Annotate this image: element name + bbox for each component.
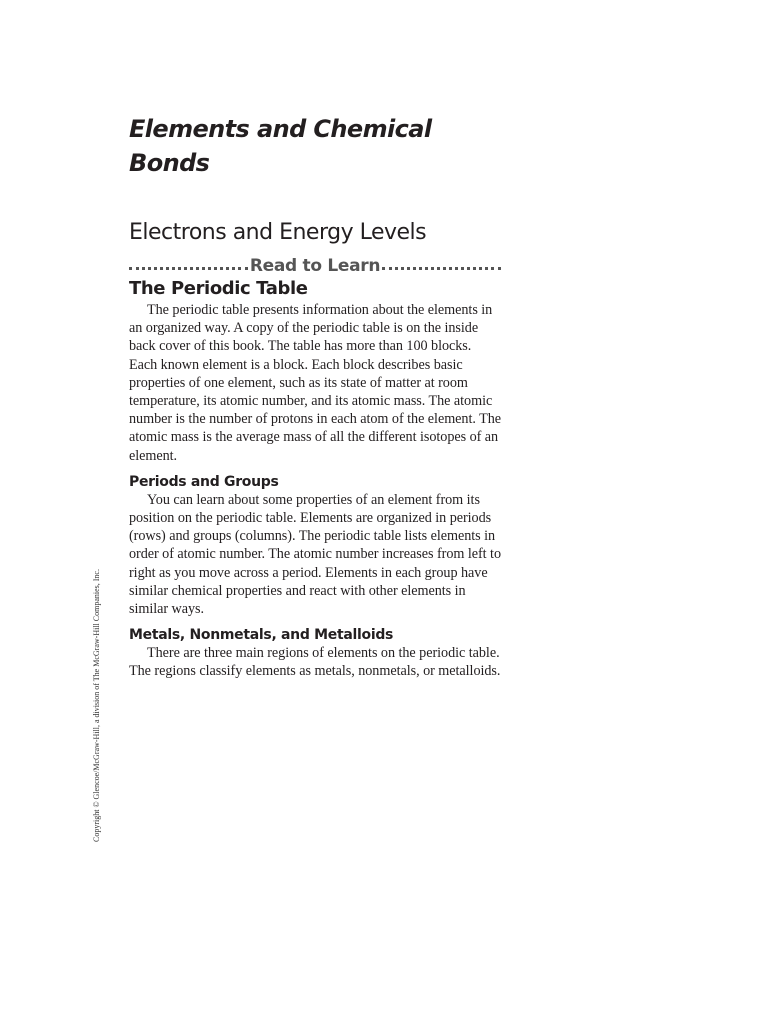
- chapter-title: Elements and Chemical Bonds: [129, 115, 432, 177]
- subsection-heading-metals: Metals, Nonmetals, and Metalloids: [129, 627, 394, 644]
- section-title: Electrons and Energy Levels: [129, 220, 427, 245]
- subsection-heading-periods-groups: Periods and Groups: [129, 473, 279, 490]
- dotted-rule-right: [382, 267, 501, 270]
- dotted-rule-left: [129, 267, 248, 270]
- read-to-learn-bar: [129, 255, 501, 277]
- read-to-learn-label: Read to Learn: [249, 256, 381, 276]
- copyright-notice: Copyright © Glencoe/McGraw-Hill, a division of The McGraw-Hill Companies, Inc.: [92, 569, 101, 842]
- main-column: [129, 112, 501, 681]
- subsection-heading-periodic-table: The Periodic Table: [129, 278, 308, 299]
- paragraph-metals: There are three main regions of elements on the periodic table. The regions classify elements as metals, nonmetals, or metalloids.: [129, 645, 501, 680]
- paragraph-periodic-table: The periodic table presents information about the elements in an organized way. A copy of the periodic table is on the inside back cover of this book. The table has more than 100 blocks. Each known element is a block. Each block describes basic properties of one element, such as its state of matter at room temperature, its atomic number, and its atomic mass. The atomic number is the number of protons in each atom of the element. The atomic mass is the average mass of all the different isotopes of an element.: [129, 302, 502, 464]
- paragraph-periods-groups: You can learn about some properties of an element from its position on the periodic table. Elements are organized in periods (rows) and groups (columns). The periodic table lists elements in order of atomic number. The atomic number increases from left to right as you move across a period. Elements in each group have similar chemical properties and react with other elements in similar ways.: [129, 491, 501, 618]
